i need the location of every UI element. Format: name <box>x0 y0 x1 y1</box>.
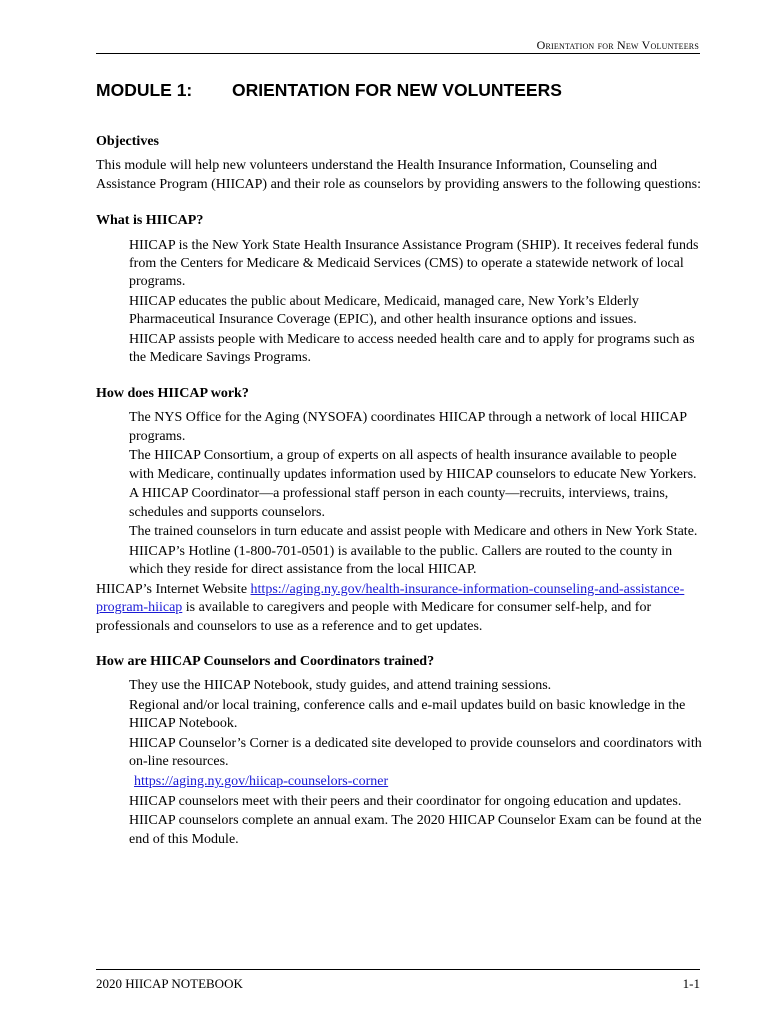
list-item: HIICAP Counselor’s Corner is a dedicated site developed to provide counselors and coordinators with on-line resources. <box>129 736 702 770</box>
list-item: HIICAP educates the public about Medicare, Medicaid, managed care, New York’s Elderly Pharmaceutical Insurance Coverage (EPIC), and other health insurance options and issues. <box>129 294 639 328</box>
corner-link-line <box>134 773 702 791</box>
website-suffix: is available to caregivers and people with Medicare for consumer self-help, and for professionals and counselors to use as a reference and to get updates. <box>96 600 652 634</box>
list-item: HIICAP is the New York State Health Insurance Assistance Program (SHIP). It receives federal funds from the Centers for Medicare & Medicaid Services (CMS) to operate a statewide network of local programs. <box>129 237 699 290</box>
counselors-corner-link[interactable]: https://aging.ny.gov/hiicap-counselors-corner <box>134 774 389 790</box>
footer-rule <box>96 969 700 970</box>
section-how-does-hiicap-work <box>96 385 702 636</box>
hiicap-website-link[interactable]: https://aging.ny.gov/health-insurance-information-counseling-and-assistance-program-hiicap <box>96 581 685 616</box>
header-rule <box>96 53 700 54</box>
content <box>96 133 702 850</box>
list-item: They use the HIICAP Notebook, study guides, and attend training sessions. <box>129 678 552 694</box>
section-heading: How are HIICAP Counselors and Coordinators trained? <box>96 654 435 670</box>
module-heading: ORIENTATION FOR NEW VOLUNTEERS <box>232 80 562 100</box>
module-number: MODULE 1: <box>96 80 193 100</box>
website-prefix: HIICAP’s Internet Website <box>96 581 251 597</box>
section-training <box>96 653 702 849</box>
objectives-text: This module will help new volunteers understand the Health Insurance Information, Counseling and Assistance Program (HIICAP) and their role as counselors by providing answers to the following questions: <box>96 158 702 192</box>
list-item: The trained counselors in turn educate and assist people with Medicare and others in New York State. <box>129 524 698 540</box>
objectives-heading: Objectives <box>96 134 159 149</box>
footer-notebook-title: 2020 HIICAP NOTEBOOK <box>96 976 243 991</box>
module-title <box>96 80 700 101</box>
list-item: The NYS Office for the Aging (NYSOFA) coordinates HIICAP through a network of local HIICAP programs. <box>129 410 687 444</box>
website-paragraph <box>96 581 702 636</box>
list-item: The HIICAP Consortium, a group of experts on all aspects of health insurance available to people with Medicare, continually updates information used by HIICAP counselors to educate New Yorkers. <box>129 448 697 482</box>
section-heading: What is HIICAP? <box>96 213 204 229</box>
list-item: HIICAP’s Hotline (1-800-701-0501) is available to the public. Callers are routed to the county in which they reside for direct assistance from the local HIICAP. <box>129 543 673 578</box>
list-item: A HIICAP Coordinator—a professional staff person in each county—recruits, interviews, trains, schedules and supports counselors. <box>129 486 669 520</box>
section-heading: How does HIICAP work? <box>96 385 249 401</box>
page-number: 1-1 <box>682 976 700 991</box>
list-item: HIICAP counselors complete an annual exam. The 2020 HIICAP Counselor Exam can be found at the end of this Module. <box>129 813 702 847</box>
section-what-is-hiicap <box>96 212 702 368</box>
list-item: HIICAP assists people with Medicare to access needed health care and to apply for programs such as the Medicare Savings Programs. <box>129 332 695 366</box>
running-header: Orientation for New Volunteers <box>536 38 699 52</box>
list-item: Regional and/or local training, conference calls and e-mail updates build on basic knowledge in the HIICAP Notebook. <box>129 698 686 732</box>
list-item: HIICAP counselors meet with their peers and their coordinator for ongoing education and updates. <box>129 793 682 809</box>
